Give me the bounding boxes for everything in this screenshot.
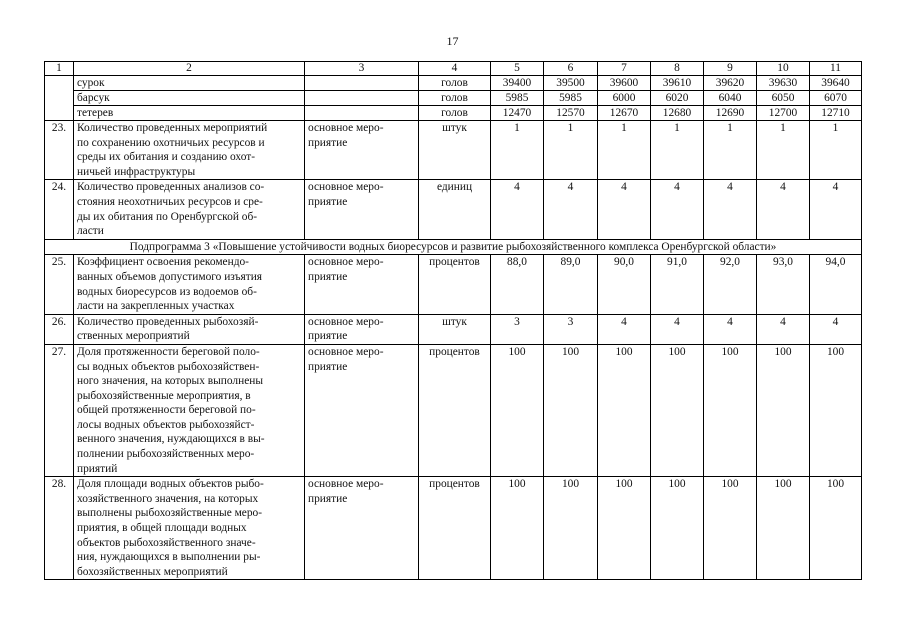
page-number: 17 [446,34,459,48]
measure-type [305,255,419,314]
value-cell: 12700 [757,106,810,121]
value-cell: 4 [810,180,862,239]
indicator-name-line: приятия, в общей площади водных [77,522,247,535]
indicator-name-line: рыбохозяйственные мероприятия, в [77,389,251,402]
indicator-name [74,180,305,239]
value-cell: 4 [598,180,651,239]
measure-type-line: приятие [308,330,348,343]
indicator-row [45,477,862,580]
measure-type [305,477,419,580]
header-cell: 8 [651,62,704,76]
value-cell: 100 [598,477,651,580]
unit-cell: голов [419,91,491,106]
value-cell: 4 [598,314,651,344]
value-cell: 4 [704,314,757,344]
value-cell: 39400 [491,76,544,91]
value-cell: 100 [704,344,757,476]
value-cell: 12470 [491,106,544,121]
indicator-row [45,344,862,476]
value-cell: 1 [491,121,544,180]
value-cell: 6050 [757,91,810,106]
value-cell: 4 [757,314,810,344]
row-number: 27. [45,344,74,476]
value-cell: 12670 [598,106,651,121]
measure-type-line: приятие [308,136,348,149]
value-cell: 12680 [651,106,704,121]
value-cell: 4 [651,180,704,239]
measure-type-line: основное меро- [308,122,384,134]
indicator-name [74,121,305,180]
indicator-name [74,344,305,476]
unit-cell: голов [419,76,491,91]
unit-cell: единиц [419,180,491,239]
measure-type-cell [305,76,419,91]
value-cell: 4 [757,180,810,239]
value-cell: 39630 [757,76,810,91]
measure-type-line: приятие [308,492,348,505]
header-cell: 7 [598,62,651,76]
header-cell: 9 [704,62,757,76]
unit-cell: голов [419,106,491,121]
value-cell: 94,0 [810,255,862,314]
indicator-name-line: сы водных объектов рыбохозяйствен- [77,360,260,373]
value-cell: 39500 [544,76,598,91]
header-cell: 10 [757,62,810,76]
row-number: 25. [45,255,74,314]
subprogram-title: Подпрограмма 3 «Повышение устойчивости водных биоресурсов и развитие рыбохозяйственного комплекса Оренбургской области» [45,239,862,255]
measure-type-line: основное меро- [308,478,384,491]
value-cell: 100 [757,477,810,580]
value-cell: 1 [598,121,651,180]
indicator-name [74,477,305,580]
indicator-name-line: приятий [77,462,118,475]
indicator-row [45,314,862,344]
measure-type [305,121,419,180]
header-cell: 1 [45,62,74,76]
indicator-name [74,314,305,344]
value-cell: 100 [544,477,598,580]
value-cell: 12690 [704,106,757,121]
indicator-name-line: Коэффициент освоения рекомендо- [77,256,249,269]
species-name: сурок [74,76,305,91]
measure-type-line: приятие [308,270,348,283]
indicators-table [44,61,862,580]
row-number: 23. [45,121,74,180]
value-cell: 100 [651,344,704,476]
indicator-name-line: среды их обитания и созданию охот- [77,151,256,164]
indicator-name [74,255,305,314]
row-number: 28. [45,477,74,580]
unit-cell: процентов [419,477,491,580]
indicator-name-line: Доля протяженности береговой поло- [77,345,260,358]
indicator-name-line: ственных мероприятий [77,330,190,343]
row-number: 26. [45,314,74,344]
value-cell: 6020 [651,91,704,106]
indicator-name-line: стояния неохотничьих ресурсов и сре- [77,195,263,208]
value-cell: 88,0 [491,255,544,314]
value-cell: 100 [704,477,757,580]
indicator-row [45,255,862,314]
unit-cell: процентов [419,344,491,476]
indicator-name-line: по сохранению охотничьих ресурсов и [77,136,265,149]
indicator-name-line: ванных объемов допустимого изъятия [77,270,263,283]
value-cell: 5985 [544,91,598,106]
species-row [45,91,862,106]
indicator-name-line: выполнены рыбохозяйственные меро- [77,507,263,520]
value-cell: 4 [544,180,598,239]
header-cell: 3 [305,62,419,76]
header-cell: 2 [74,62,305,76]
value-cell: 1 [704,121,757,180]
indicator-name-line: венного значения, нуждающихся в вы- [77,433,265,446]
value-cell: 39600 [598,76,651,91]
value-cell: 4 [704,180,757,239]
indicator-name-line: полнении рыбохозяйственных меро- [77,448,255,461]
unit-cell: штук [419,314,491,344]
indicator-name-line: объектов рыбохозяйственного значе- [77,536,256,549]
indicator-name-line: ласти [77,225,104,238]
header-cell: 6 [544,62,598,76]
value-cell: 4 [651,314,704,344]
header-cell: 5 [491,62,544,76]
value-cell: 90,0 [598,255,651,314]
value-cell: 6000 [598,91,651,106]
measure-type-line: основное меро- [308,181,384,194]
value-cell: 1 [544,121,598,180]
value-cell: 3 [544,314,598,344]
measure-type-cell [305,106,419,121]
value-cell: 1 [810,121,862,180]
value-cell: 39640 [810,76,862,91]
indicator-row [45,121,862,180]
unit-cell: штук [419,121,491,180]
species-row [45,76,862,91]
value-cell: 92,0 [704,255,757,314]
species-name: тетерев [74,106,305,121]
value-cell: 39610 [651,76,704,91]
measure-type [305,344,419,476]
indicator-name-line: ды их обитания по Оренбургской об- [77,210,258,223]
header-cell: 4 [419,62,491,76]
value-cell: 100 [491,477,544,580]
value-cell: 6040 [704,91,757,106]
row-number: 24. [45,180,74,239]
value-cell: 1 [757,121,810,180]
value-cell: 93,0 [757,255,810,314]
indicator-name-line: бохозяйственных мероприятий [77,565,228,578]
measure-type-line: приятие [308,360,348,373]
value-cell: 3 [491,314,544,344]
measure-type-line: основное меро- [308,315,384,328]
species-row [45,106,862,121]
measure-type-line: приятие [308,195,348,208]
measure-type-cell [305,91,419,106]
value-cell: 4 [810,314,862,344]
indicator-name-line: Количество проведенных мероприятий [77,122,268,134]
value-cell: 100 [544,344,598,476]
indicator-row [45,180,862,239]
indicator-name-line: Доля площади водных объектов рыбо- [77,478,264,491]
indicator-name-line: ничьей инфраструктуры [77,165,196,178]
value-cell: 1 [651,121,704,180]
header-cell: 11 [810,62,862,76]
indicator-name-line: ния, нуждающихся в выполнении ры- [77,551,261,564]
value-cell: 39620 [704,76,757,91]
value-cell: 100 [757,344,810,476]
measure-type-line: основное меро- [308,345,384,358]
indicator-name-line: ласти на закрепленных участках [77,300,235,313]
row-number-cell [45,76,74,121]
indicator-name-line: водных биоресурсов из водоемов об- [77,285,257,298]
unit-cell: процентов [419,255,491,314]
value-cell: 100 [491,344,544,476]
value-cell: 5985 [491,91,544,106]
value-cell: 12710 [810,106,862,121]
value-cell: 4 [491,180,544,239]
indicator-name-line: лосы водных объектов рыбохозяйст- [77,418,255,431]
measure-type [305,314,419,344]
measure-type-line: основное меро- [308,256,384,269]
value-cell: 100 [810,477,862,580]
value-cell: 100 [810,344,862,476]
indicator-name-line: хозяйственного значения, на которых [77,492,259,505]
indicator-name-line: Количество проведенных анализов со- [77,181,265,194]
value-cell: 100 [598,344,651,476]
subprogram-row [45,239,862,255]
value-cell: 89,0 [544,255,598,314]
column-number-row [45,62,862,76]
value-cell: 91,0 [651,255,704,314]
value-cell: 12570 [544,106,598,121]
value-cell: 6070 [810,91,862,106]
measure-type [305,180,419,239]
value-cell: 100 [651,477,704,580]
species-name: барсук [74,91,305,106]
indicator-name-line: ного значения, на которых выполнены [77,375,263,388]
indicator-name-line: общей протяженности береговой по- [77,404,256,417]
indicator-name-line: Количество проведенных рыбохозяй- [77,315,259,328]
